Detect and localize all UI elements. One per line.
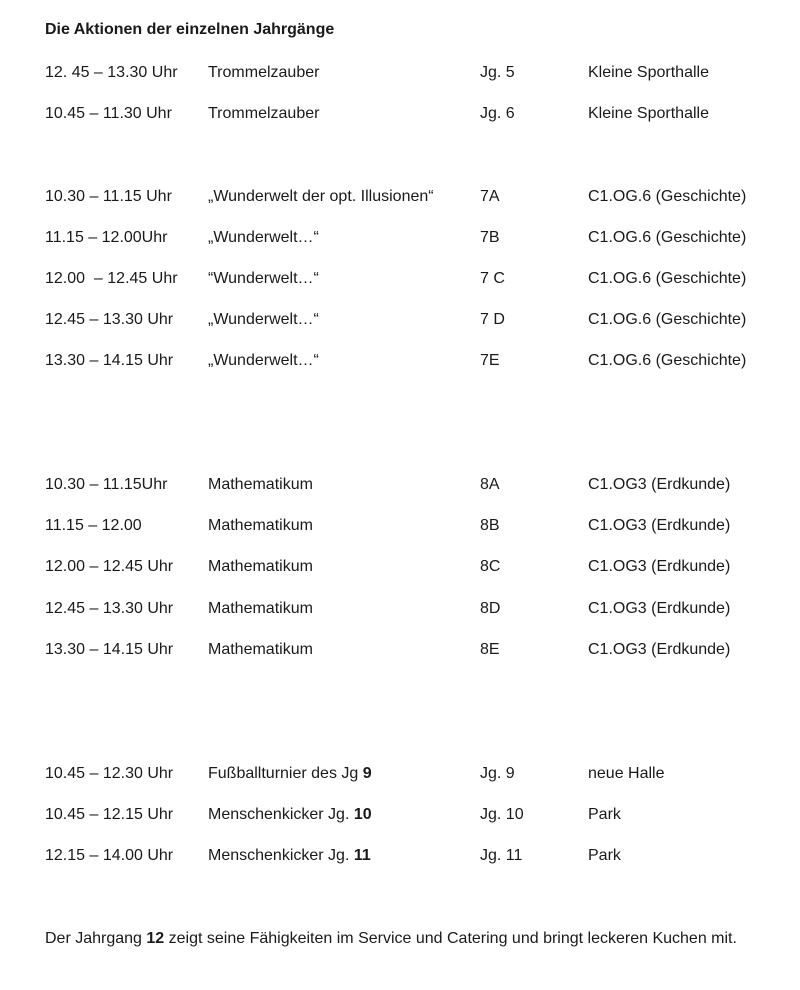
time-cell: 11.15 – 12.00Uhr [45, 229, 168, 246]
schedule-row [0, 268, 800, 290]
room-cell: Kleine Sporthalle [588, 64, 709, 81]
class-cell: 7 D [480, 311, 505, 328]
class-cell: Jg. 10 [480, 806, 524, 823]
schedule-row [0, 62, 800, 84]
class-cell: 8D [480, 600, 501, 617]
schedule-row [0, 845, 800, 867]
event-text: Menschenkicker Jg. [208, 847, 354, 864]
time-cell: 10.30 – 11.15Uhr [45, 476, 168, 493]
event-cell: „Wunderwelt…“ [208, 311, 319, 328]
schedule-row [0, 474, 800, 496]
schedule-row [0, 227, 800, 249]
class-cell: 8C [480, 558, 501, 575]
class-cell: Jg. 9 [480, 765, 515, 782]
schedule-row [0, 639, 800, 661]
room-cell: C1.OG3 (Erdkunde) [588, 517, 731, 534]
event-text: Fußballturnier des Jg [208, 765, 363, 782]
class-cell: Jg. 5 [480, 64, 515, 81]
event-cell: Mathematikum [208, 641, 313, 658]
time-cell: 12.45 – 13.30 Uhr [45, 311, 174, 328]
schedule-row [0, 350, 800, 372]
class-cell: Jg. 6 [480, 105, 515, 122]
room-cell: C1.OG3 (Erdkunde) [588, 558, 731, 575]
room-cell: C1.OG.6 (Geschichte) [588, 352, 747, 369]
time-cell: 10.30 – 11.15 Uhr [45, 188, 172, 205]
time-cell: 11.15 – 12.00 [45, 517, 142, 534]
event-cell: „Wunderwelt…“ [208, 352, 319, 369]
room-cell: Park [588, 806, 621, 823]
room-cell: C1.OG3 (Erdkunde) [588, 600, 731, 617]
footer-text-before: Der Jahrgang [45, 930, 147, 947]
time-cell: 13.30 – 14.15 Uhr [45, 352, 174, 369]
class-cell: 7 C [480, 270, 505, 287]
footer-note [45, 928, 737, 950]
time-cell: 13.30 – 14.15 Uhr [45, 641, 174, 658]
event-text: Menschenkicker Jg. [208, 806, 354, 823]
class-cell: 8E [480, 641, 500, 658]
time-cell: 12. 45 – 13.30 Uhr [45, 64, 178, 81]
grade-number: 10 [353, 806, 372, 823]
event-cell: Mathematikum [208, 600, 313, 617]
time-cell: 12.00 – 12.45 Uhr [45, 270, 178, 287]
schedule-row [0, 763, 800, 785]
event-cell: „Wunderwelt…“ [208, 229, 319, 246]
footer-grade-number: 12 [146, 930, 165, 947]
schedule-row [0, 515, 800, 537]
event-cell: Mathematikum [208, 558, 313, 575]
room-cell: C1.OG.6 (Geschichte) [588, 229, 747, 246]
grade-number: 11 [353, 847, 371, 864]
event-cell: Trommelzauber [208, 105, 320, 122]
room-cell: C1.OG3 (Erdkunde) [588, 476, 731, 493]
event-cell [208, 845, 371, 867]
event-cell: „Wunderwelt der opt. Illusionen“ [208, 188, 434, 205]
grade-number: 9 [362, 765, 372, 782]
class-cell: Jg. 11 [480, 847, 523, 864]
document-title: Die Aktionen der einzelnen Jahrgänge [45, 21, 335, 38]
schedule-row [0, 309, 800, 331]
room-cell: Park [588, 847, 621, 864]
class-cell: 7B [480, 229, 500, 246]
event-cell: Trommelzauber [208, 64, 320, 81]
event-cell: “Wunderwelt…“ [208, 270, 319, 287]
class-cell: 8A [480, 476, 500, 493]
room-cell: neue Halle [588, 765, 665, 782]
schedule-row [0, 804, 800, 826]
schedule-row [0, 598, 800, 620]
class-cell: 8B [480, 517, 500, 534]
event-cell: Mathematikum [208, 517, 313, 534]
event-cell [208, 763, 372, 785]
class-cell: 7A [480, 188, 500, 205]
schedule-row [0, 556, 800, 578]
time-cell: 12.45 – 13.30 Uhr [45, 600, 174, 617]
schedule-row [0, 103, 800, 125]
schedule-row [0, 186, 800, 208]
time-cell: 10.45 – 11.30 Uhr [45, 105, 172, 122]
event-cell: Mathematikum [208, 476, 313, 493]
time-cell: 10.45 – 12.30 Uhr [45, 765, 174, 782]
event-cell [208, 804, 372, 826]
room-cell: C1.OG.6 (Geschichte) [588, 311, 747, 328]
footer-text-after: zeigt seine Fähigkeiten im Service und Catering und bringt leckeren Kuchen mit. [164, 930, 737, 947]
time-cell: 10.45 – 12.15 Uhr [45, 806, 174, 823]
room-cell: C1.OG.6 (Geschichte) [588, 188, 747, 205]
room-cell: C1.OG3 (Erdkunde) [588, 641, 731, 658]
time-cell: 12.00 – 12.45 Uhr [45, 558, 174, 575]
class-cell: 7E [480, 352, 500, 369]
room-cell: C1.OG.6 (Geschichte) [588, 270, 747, 287]
time-cell: 12.15 – 14.00 Uhr [45, 847, 174, 864]
room-cell: Kleine Sporthalle [588, 105, 709, 122]
